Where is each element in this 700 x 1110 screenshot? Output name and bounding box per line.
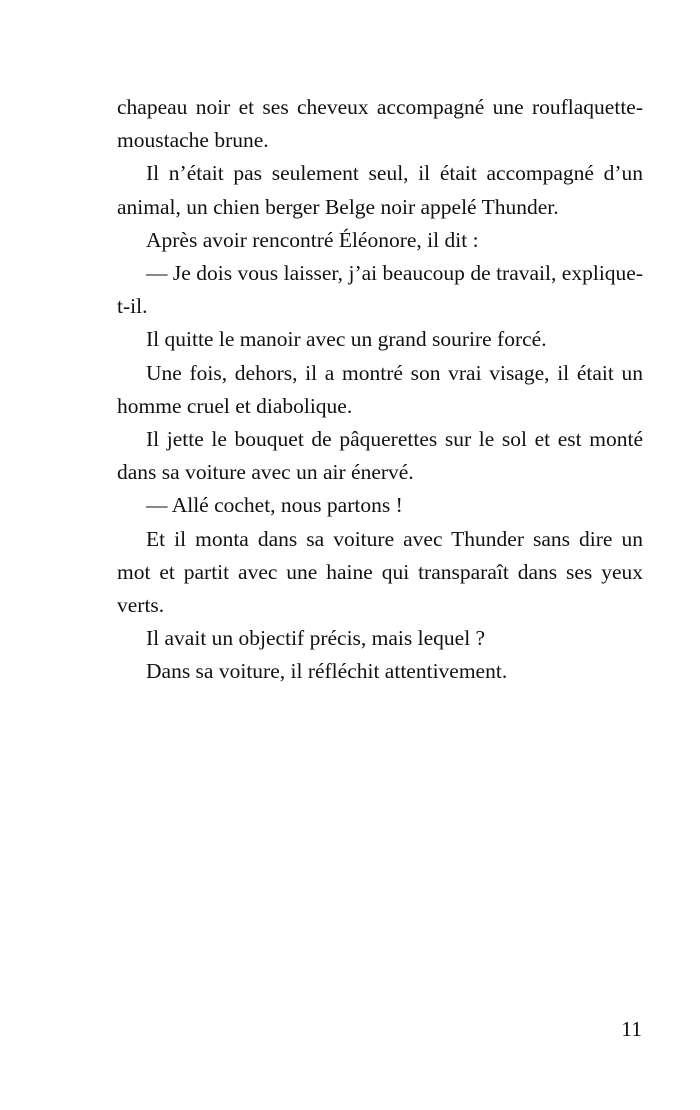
paragraph: Il n’était pas seulement seul, il était accompagné d’un animal, un chien berger Belge noir appelé Thunder. xyxy=(117,161,643,219)
page-number: 11 xyxy=(621,1017,642,1041)
paragraph: Et il monta dans sa voiture avec Thunder sans dire un mot et partit avec une haine qui transparaît dans ses yeux verts. xyxy=(117,526,643,618)
dialogue-paragraph: — Allé cochet, nous partons ! xyxy=(146,493,403,518)
paragraph: Une fois, dehors, il a montré son vrai visage, il était un homme cruel et diabolique. xyxy=(117,360,643,418)
paragraph: Dans sa voiture, il réfléchit attentivement. xyxy=(146,659,508,684)
paragraph: Il jette le bouquet de pâquerettes sur le sol et est monté dans sa voiture avec un air énervé. xyxy=(117,427,643,485)
paragraph: Il avait un objectif précis, mais lequel ? xyxy=(146,626,486,651)
paragraph-continued: chapeau noir et ses cheveux accompagné une rouflaquette-moustache brune. xyxy=(117,95,643,153)
book-page-body xyxy=(117,91,643,689)
dialogue-paragraph: — Je dois vous laisser, j’ai beaucoup de travail, explique-t-il. xyxy=(117,261,643,319)
paragraph: Après avoir rencontré Éléonore, il dit : xyxy=(146,227,479,252)
paragraph: Il quitte le manoir avec un grand sourire forcé. xyxy=(146,327,547,352)
